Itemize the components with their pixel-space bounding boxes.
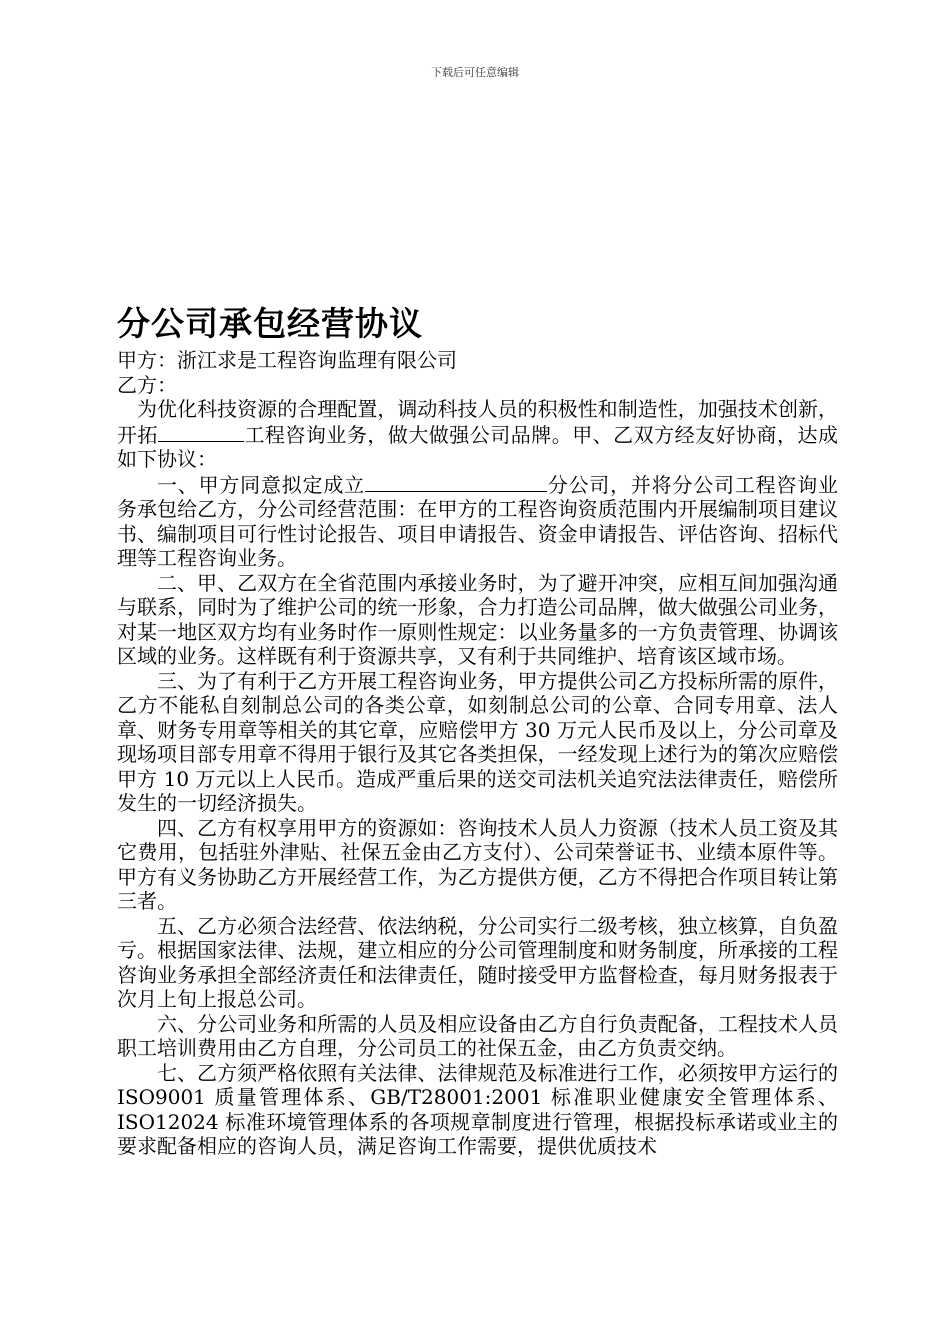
party-a-line: 甲方：浙江求是工程咨询监理有限公司 [117, 348, 457, 372]
clause-1-paragraph [117, 472, 838, 571]
business-blank-field [158, 422, 244, 442]
intro-text-1: 为优化科技资源的合理配置，调动科技人员的积极性和制造性，加强技术创新，开拓 [117, 397, 838, 447]
clause-6-paragraph: 六、分公司业务和所需的人员及相应设备由乙方自行负责配备，工程技术人员职工培训费用由乙方自理，分公司员工的社保五金，由乙方负责交纳。 [117, 1011, 838, 1060]
clause-4-paragraph: 四、乙方有权享用甲方的资源如：咨询技术人员人力资源（技术人员工资及其它费用，包括驻外津贴、社保五金由乙方支付）、公司荣誉证书、业绩本原件等。甲方有义务协助乙方开展经营工作，为乙方提供方便，乙方不得把合作项目转让第三者。 [117, 815, 838, 913]
clause-1-text-1: 一、甲方同意拟定成立 [157, 472, 365, 497]
intro-paragraph [117, 397, 838, 472]
clause-5-paragraph: 五、乙方必须合法经营、依法纳税，分公司实行二级考核，独立核算，自负盈亏。根据国家法律、法规，建立相应的分公司管理制度和财务制度，所承接的工程咨询业务承担全部经济责任和法律责任，随时接受甲方监督检查，每月财务报表于次月上旬上报总公司。 [117, 913, 838, 1011]
branch-name-blank-field [365, 472, 547, 492]
document-body [117, 300, 838, 1159]
clause-7-paragraph: 七、乙方须严格依照有关法律、法律规范及标准进行工作，必须按甲方运行的 ISO9001 质量管理体系、GB/T28001:2001 标准职业健康安全管理体系、ISO12024 标准环境管理体系的各项规章制度进行管理，根据投标承诺或业主的要求配备相应的咨询人员，满足咨询工作需要，提供优质技术 [117, 1060, 838, 1158]
document-title: 分公司承包经营协议 [117, 304, 423, 343]
header-note: 下载后可任意编辑 [431, 66, 519, 79]
clause-1-text-2: 分公司，并将分公司工程咨询业务承包给乙方，分公司经营范围：在甲方的工程咨询资质范围内开展编制项目建议书、编制项目可行性讨论报告、项目申请报告、资金申请报告、评估咨询、招标代理等工程咨询业务。 [117, 472, 839, 570]
clause-3-paragraph: 三、为了有利于乙方开展工程咨询业务，甲方提供公司乙方投标所需的原件，乙方不能私自刻制总公司的各类公章，如刻制总公司的公章、合同专用章、法人章、财务专用章等相关的其它章，应赔偿甲方 30 万元人民币及以上，分公司章及现场项目部专用章不得用于银行及其它各类担保，一经发现上述行为的第次应赔偿甲方 10 万元以上人民币。造成严重后果的送交司法机关追究法法律责任，赔偿所发生的一切经济损失。 [117, 668, 838, 815]
intro-text-2: 工程咨询业务，做大做强公司品牌。甲、乙双方经友好协商，达成如下协议： [117, 422, 839, 471]
party-b-line: 乙方： [117, 372, 177, 397]
clause-2-paragraph: 二、甲、乙双方在全省范围内承接业务时，为了避开冲突，应相互间加强沟通与联系，同时为了维护公司的统一形象，合力打造公司品牌，做大做强公司业务，对某一地区双方均有业务时作一原则性规定：以业务量多的一方负责管理、协调该区域的业务。这样既有利于资源共享，又有利于共同维护、培育该区域市场。 [117, 570, 838, 668]
